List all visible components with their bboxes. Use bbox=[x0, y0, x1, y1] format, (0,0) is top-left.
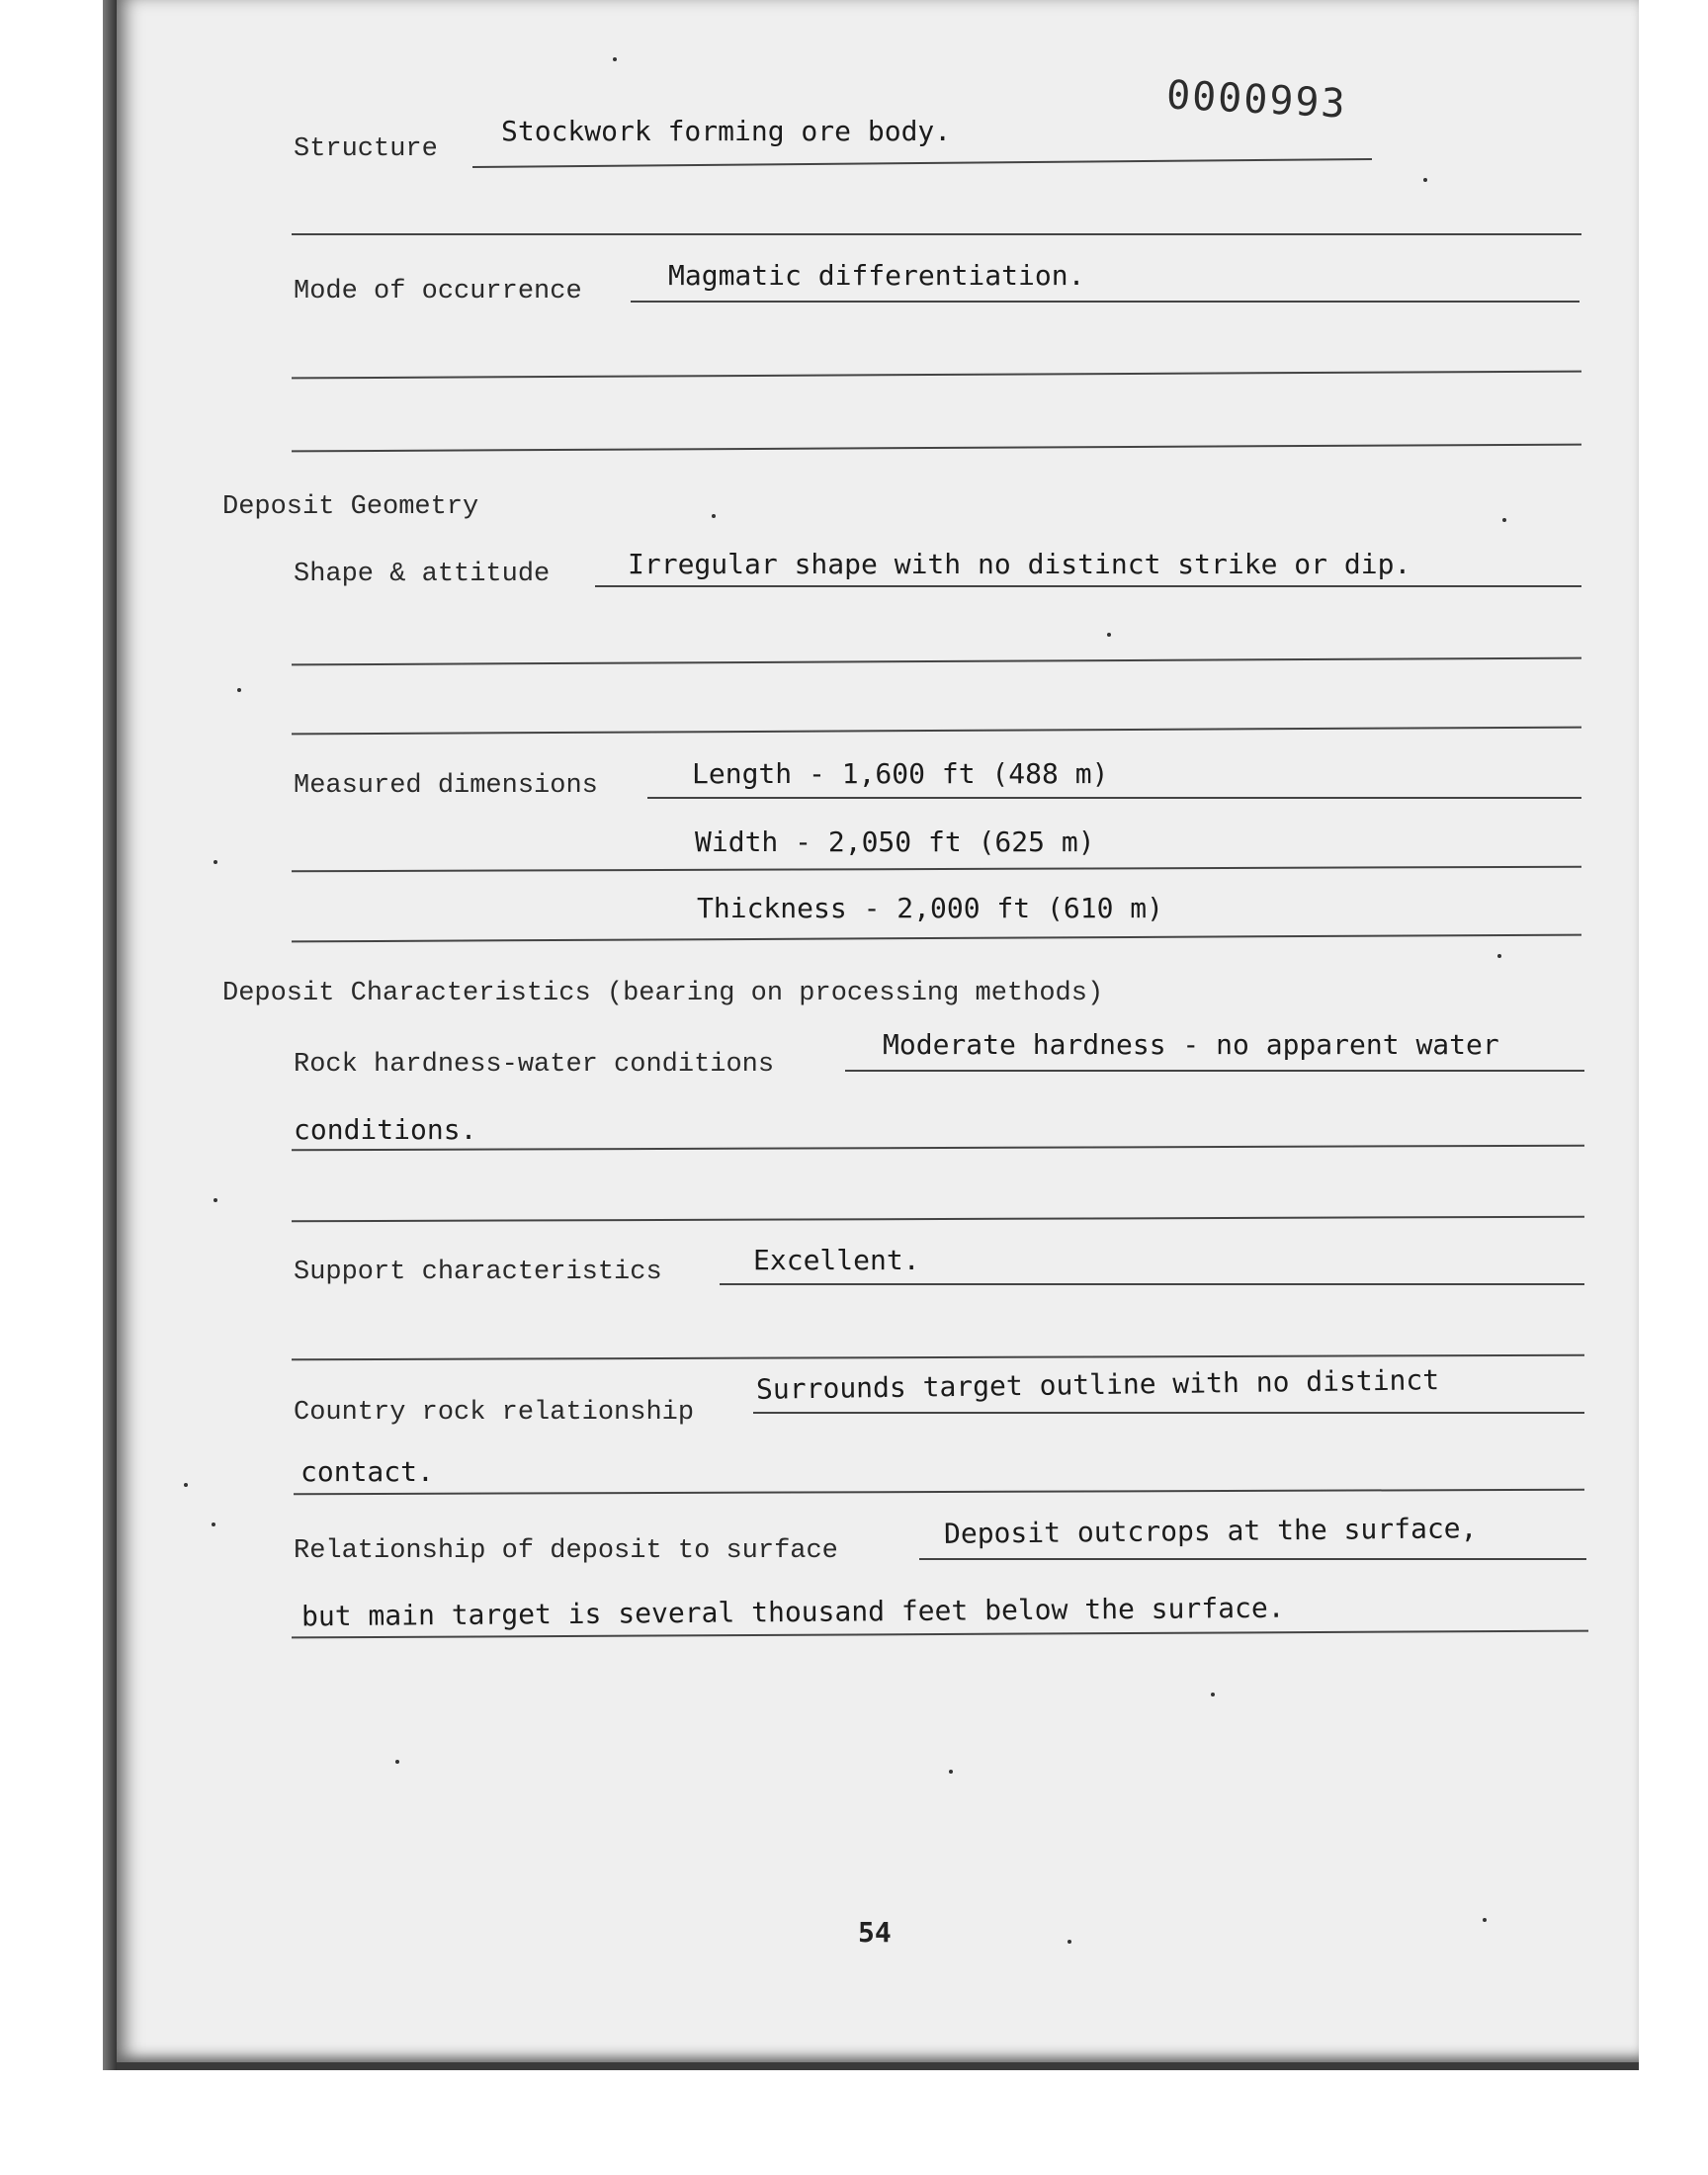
country-rock-label: Country rock relationship bbox=[294, 1398, 695, 1428]
mode-of-occurrence-label: Mode of occurrence bbox=[294, 277, 582, 306]
shape-line bbox=[595, 585, 1581, 587]
surface-relationship-label: Relationship of deposit to surface bbox=[294, 1536, 838, 1566]
structure-line-2 bbox=[292, 233, 1581, 235]
measured-dimensions-label: Measured dimensions bbox=[294, 771, 598, 801]
rock-hardness-value-1: Moderate hardness - no apparent water bbox=[883, 1028, 1499, 1061]
mode-line bbox=[631, 301, 1580, 303]
country-rock-value-1: Surrounds target outline with no distinct bbox=[755, 1363, 1440, 1406]
mode-of-occurrence-value: Magmatic differentiation. bbox=[668, 259, 1085, 292]
scan-speck bbox=[712, 514, 716, 518]
deposit-characteristics-heading: Deposit Characteristics (bearing on processing methods) bbox=[222, 979, 1104, 1008]
scan-speck bbox=[395, 1760, 399, 1764]
length-line bbox=[647, 797, 1581, 799]
scan-speck bbox=[1107, 633, 1111, 637]
scan-speck bbox=[1497, 954, 1501, 958]
scan-speck bbox=[1502, 518, 1506, 522]
scan-speck bbox=[237, 688, 241, 692]
scan-speck bbox=[613, 57, 617, 61]
scan-speck bbox=[1423, 178, 1427, 182]
rock-hardness-value-2: conditions. bbox=[294, 1113, 477, 1146]
country-rock-value-2: contact. bbox=[300, 1455, 434, 1488]
scan-speck bbox=[214, 860, 217, 864]
surface-relationship-value-2: but main target is several thousand feet below the surface. bbox=[300, 1591, 1285, 1633]
scan-margin bbox=[0, 2102, 1708, 2175]
page-bottom-edge bbox=[117, 2062, 1639, 2070]
surface-relationship-value-1: Deposit outcrops at the surface, bbox=[943, 1512, 1478, 1550]
rock-hardness-line bbox=[845, 1070, 1584, 1072]
shape-attitude-value: Irregular shape with no distinct strike or dip. bbox=[628, 548, 1411, 580]
support-line bbox=[720, 1283, 1584, 1285]
scan-speck bbox=[1068, 1940, 1071, 1944]
document-number: 0000993 bbox=[1164, 72, 1348, 128]
scan-speck bbox=[1211, 1693, 1215, 1696]
surface-line bbox=[919, 1558, 1586, 1560]
structure-value: Stockwork forming ore body. bbox=[501, 115, 952, 147]
support-characteristics-value: Excellent. bbox=[753, 1244, 920, 1276]
scan-speck bbox=[184, 1483, 188, 1487]
country-rock-line bbox=[753, 1412, 1584, 1414]
deposit-geometry-heading: Deposit Geometry bbox=[222, 492, 479, 522]
scan-speck bbox=[214, 1198, 217, 1202]
width-value: Width - 2,050 ft (625 m) bbox=[695, 826, 1095, 858]
shape-attitude-label: Shape & attitude bbox=[294, 560, 551, 589]
page-number: 54 bbox=[858, 1916, 892, 1949]
length-value: Length - 1,600 ft (488 m) bbox=[692, 757, 1109, 790]
scan-speck bbox=[949, 1770, 953, 1774]
structure-label: Structure bbox=[294, 134, 438, 164]
scan-speck bbox=[212, 1522, 215, 1526]
rock-hardness-label: Rock hardness-water conditions bbox=[294, 1050, 775, 1080]
scan-speck bbox=[1483, 1918, 1487, 1922]
support-characteristics-label: Support characteristics bbox=[294, 1258, 662, 1287]
thickness-value: Thickness - 2,000 ft (610 m) bbox=[697, 892, 1164, 924]
